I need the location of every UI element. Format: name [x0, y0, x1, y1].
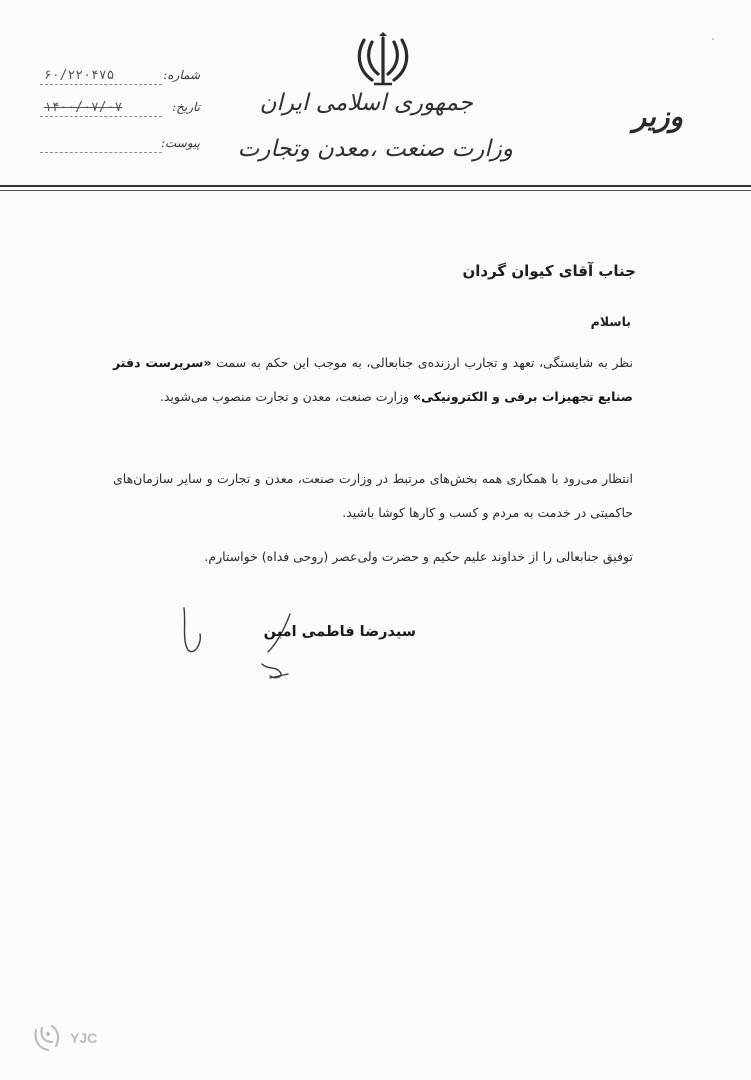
attachment-label: پیوست:	[160, 136, 200, 150]
letter-date-value: ۱۴۰۰/۰۷/۰۷	[40, 100, 162, 117]
iran-emblem-icon	[352, 32, 414, 88]
letter-number-value: ۶۰/۲۲۰۴۷۵	[40, 68, 162, 85]
recipient-line: جناب آقای کیوان گردان	[462, 262, 636, 280]
watermark-text: YJC	[70, 1030, 98, 1046]
letter-date-label: تاریخ:	[172, 100, 200, 114]
header-divider-thin	[0, 190, 751, 191]
expectation-paragraph: انتظار می‌رود با همکاری همه بخش‌های مرتبط در وزارت صنعت، معدن و تجارت و سایر سازمان‌های حاکمیتی در خدمت به مردم و کسب و کارها کوشا باشید.	[113, 471, 633, 520]
appointment-text-start: نظر به شایستگی، تعهد و تجارب ارزنده‌ی جنابعالی، به موجب این حکم به سمت	[211, 355, 633, 370]
attachment-row	[40, 136, 200, 156]
greeting-line: باسلام	[590, 314, 631, 329]
appointment-paragraph	[113, 346, 633, 414]
yjc-watermark	[30, 1018, 120, 1058]
letter-number-label: شماره:	[163, 68, 200, 82]
signer-name: سیدرضا فاطمی امین	[263, 624, 416, 640]
header-divider-thick	[0, 185, 751, 187]
ministry-name: وزارت صنعت ،معدن وتجارت	[237, 136, 513, 162]
appointment-position-title: «سرپرست دفتر صنایع تجهیزات برقی و الکترونیکی»	[113, 355, 633, 404]
attachment-value	[40, 136, 162, 153]
letter-date-row	[40, 100, 200, 120]
handwritten-signature	[172, 604, 302, 686]
letter-number-row	[40, 68, 200, 88]
appointment-text-end: وزارت صنعت، معدن و تجارت منصوب می‌شوید.	[159, 389, 414, 404]
republic-title: جمهوری اسلامی ایران	[259, 90, 473, 116]
office-title: وزیر	[632, 100, 683, 133]
yjc-logo-icon	[30, 1020, 64, 1054]
closing-paragraph: توفیق جنابعالی را از خداوند علیم حکیم و حضرت ولی‌عصر (روحی فداه) خواستارم.	[204, 549, 633, 564]
paper-speck	[712, 38, 714, 40]
